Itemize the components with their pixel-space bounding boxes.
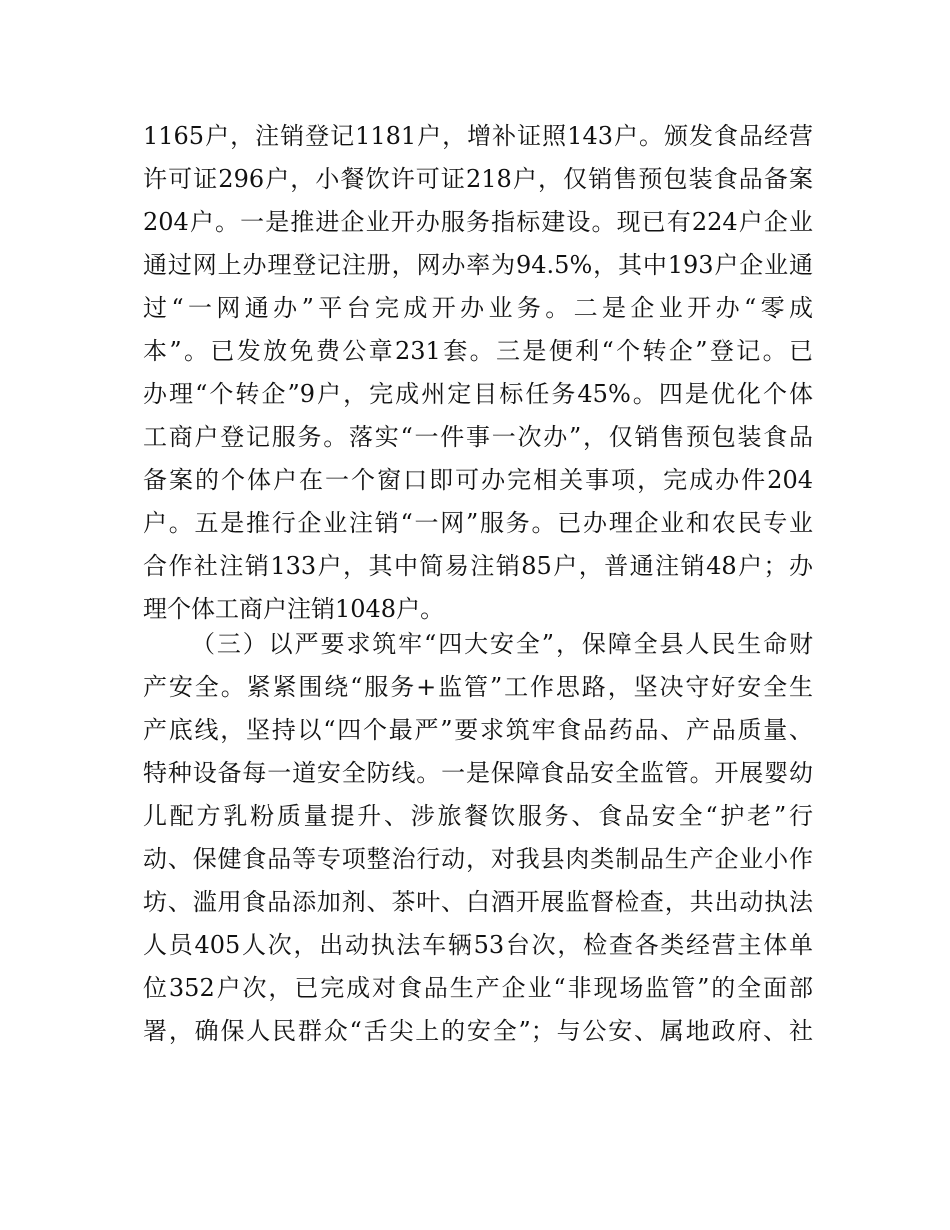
text-line: 通过网上办理登记注册，网办率为94.5%，其中193户企业通 bbox=[143, 251, 813, 279]
text-line: 坊、滥用食品添加剂、茶叶、白酒开展监督检查，共出动执法 bbox=[143, 888, 813, 916]
paragraph-1 bbox=[143, 115, 813, 631]
text-line: 署，确保人民群众“舌尖上的安全”；与公安、属地政府、社 bbox=[143, 1017, 813, 1045]
text-line: 动、保健食品等专项整治行动，对我县肉类制品生产企业小作 bbox=[143, 845, 813, 873]
text-line: 位352户次，已完成对食品生产企业“非现场监管”的全面部 bbox=[143, 974, 813, 1002]
text-line: 过“一网通办”平台完成开办业务。二是企业开办“零成 bbox=[143, 294, 813, 322]
text-line: 特种设备每一道安全防线。一是保障食品安全监管。开展婴幼 bbox=[143, 759, 813, 787]
text-line: 产底线，坚持以“四个最严”要求筑牢食品药品、产品质量、 bbox=[143, 716, 813, 744]
text-line: 办理“个转企”9户，完成州定目标任务45%。四是优化个体 bbox=[143, 380, 813, 408]
text-line: 儿配方乳粉质量提升、涉旅餐饮服务、食品安全“护老”行 bbox=[143, 802, 813, 830]
text-line: 许可证296户，小餐饮许可证218户，仅销售预包装食品备案 bbox=[143, 165, 813, 193]
text-line: 204户。一是推进企业开办服务指标建设。现已有224户企业 bbox=[143, 208, 813, 236]
text-line: 产安全。紧紧围绕“服务+监管”工作思路，坚决守好安全生 bbox=[143, 673, 813, 701]
text-line: 人员405人次，出动执法车辆53台次，检查各类经营主体单 bbox=[143, 931, 813, 959]
text-line: 工商户登记服务。落实“一件事一次办”，仅销售预包装食品 bbox=[143, 423, 813, 451]
text-line: 本”。已发放免费公章231套。三是便利“个转企”登记。已 bbox=[143, 337, 813, 365]
section-heading-line: （三）以严要求筑牢“四大安全”，保障全县人民生命财 bbox=[191, 630, 813, 658]
paragraph-2 bbox=[143, 623, 813, 1053]
text-line: 理个体工商户注销1048户。 bbox=[143, 595, 445, 623]
text-line: 户。五是推行企业注销“一网”服务。已办理企业和农民专业 bbox=[143, 509, 813, 537]
text-line: 备案的个体户在一个窗口即可办完相关事项，完成办件204 bbox=[143, 466, 813, 494]
text-line: 合作社注销133户，其中简易注销85户，普通注销48户；办 bbox=[143, 552, 813, 580]
text-line: 1165户，注销登记1181户，增补证照143户。颁发食品经营 bbox=[143, 122, 813, 150]
